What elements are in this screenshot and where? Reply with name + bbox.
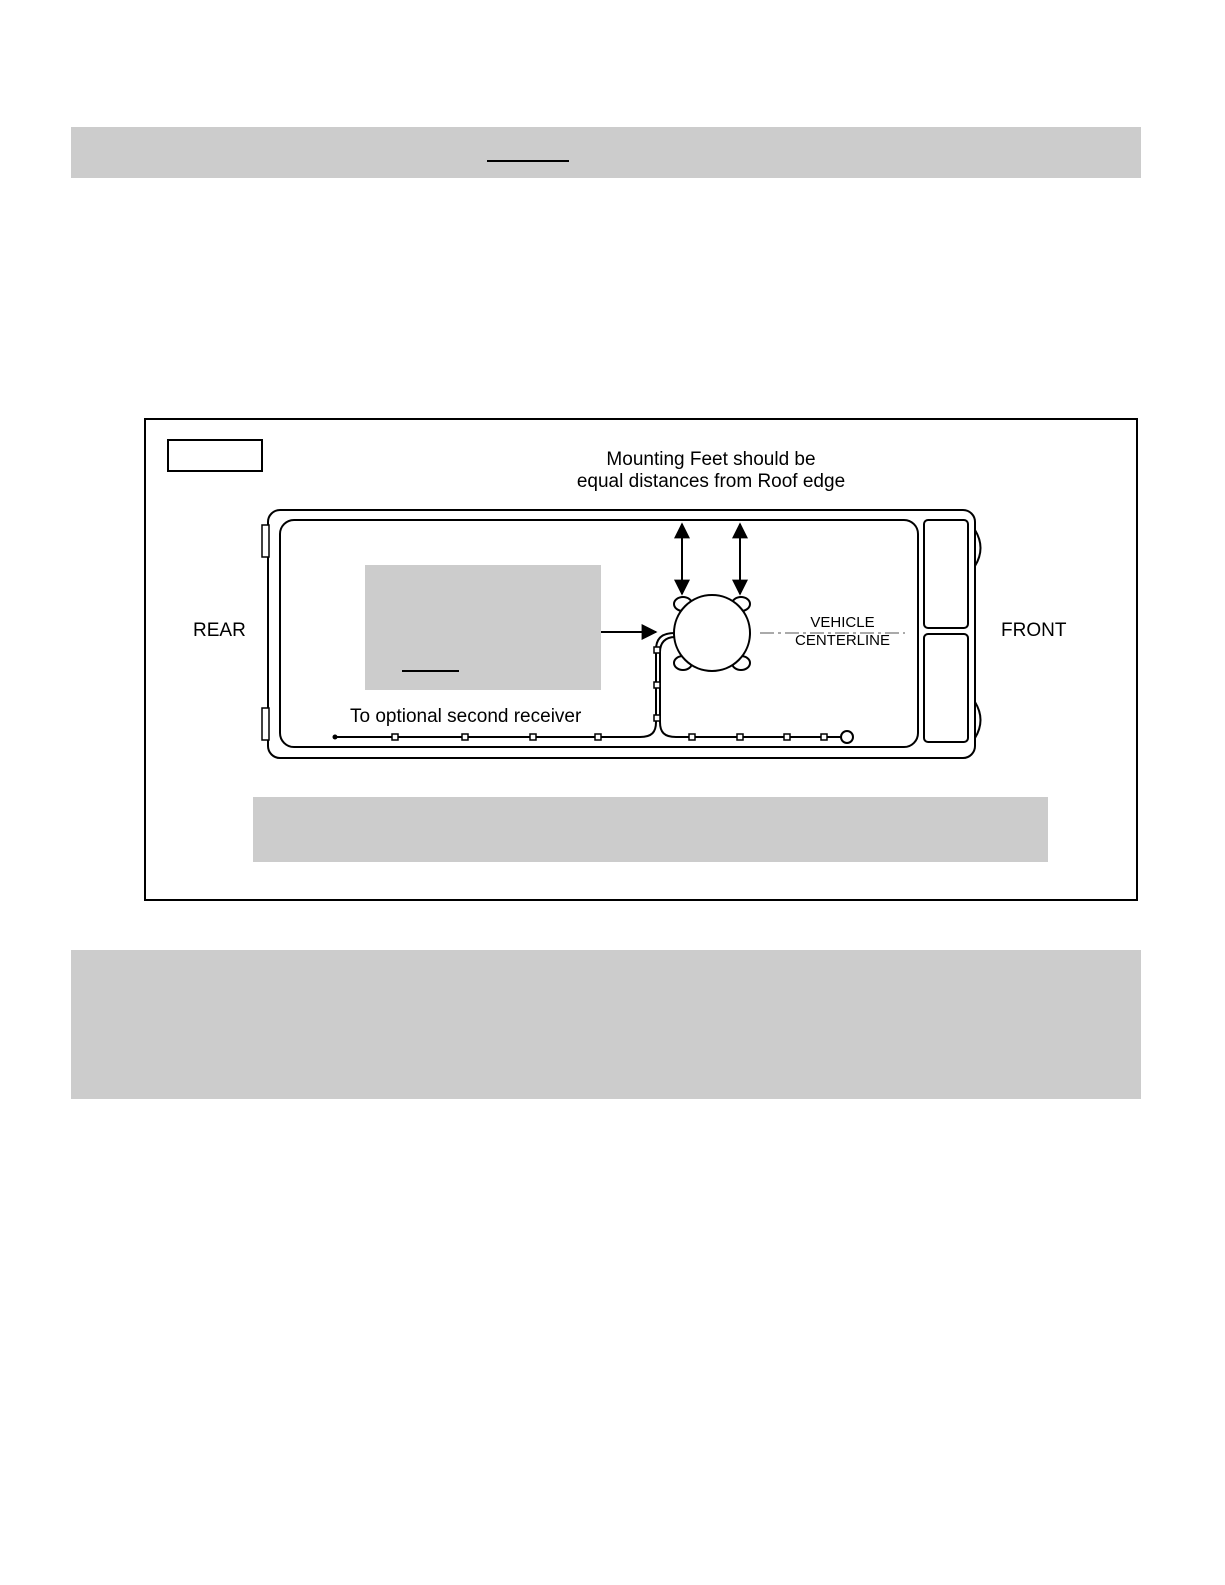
centerline-label	[780, 614, 905, 650]
rear-label: REAR	[193, 620, 246, 641]
redacted-footer-band	[71, 950, 1141, 1099]
mounting-feet-note	[570, 449, 852, 493]
mounting-note-line2: equal distances from Roof edge	[576, 470, 846, 492]
second-receiver-label: To optional second receiver	[350, 706, 582, 727]
centerline-line2: CENTERLINE	[794, 632, 891, 649]
rear-hinge-bottom	[262, 708, 269, 740]
cab-window-top	[924, 520, 968, 628]
redacted-callout-box	[365, 565, 601, 690]
cab-window-bottom	[924, 634, 968, 742]
centerline-line1: VEHICLE	[810, 614, 875, 631]
redacted-note-band	[253, 797, 1048, 862]
mounting-note-line1: Mounting Feet should be	[606, 449, 816, 470]
front-label: FRONT	[1001, 620, 1067, 641]
cable-end-dot	[333, 735, 338, 740]
figure-tag-box	[168, 440, 262, 471]
rear-hinge-top	[262, 525, 269, 557]
cable-end-connector	[841, 731, 853, 743]
antenna-icon	[674, 595, 750, 671]
